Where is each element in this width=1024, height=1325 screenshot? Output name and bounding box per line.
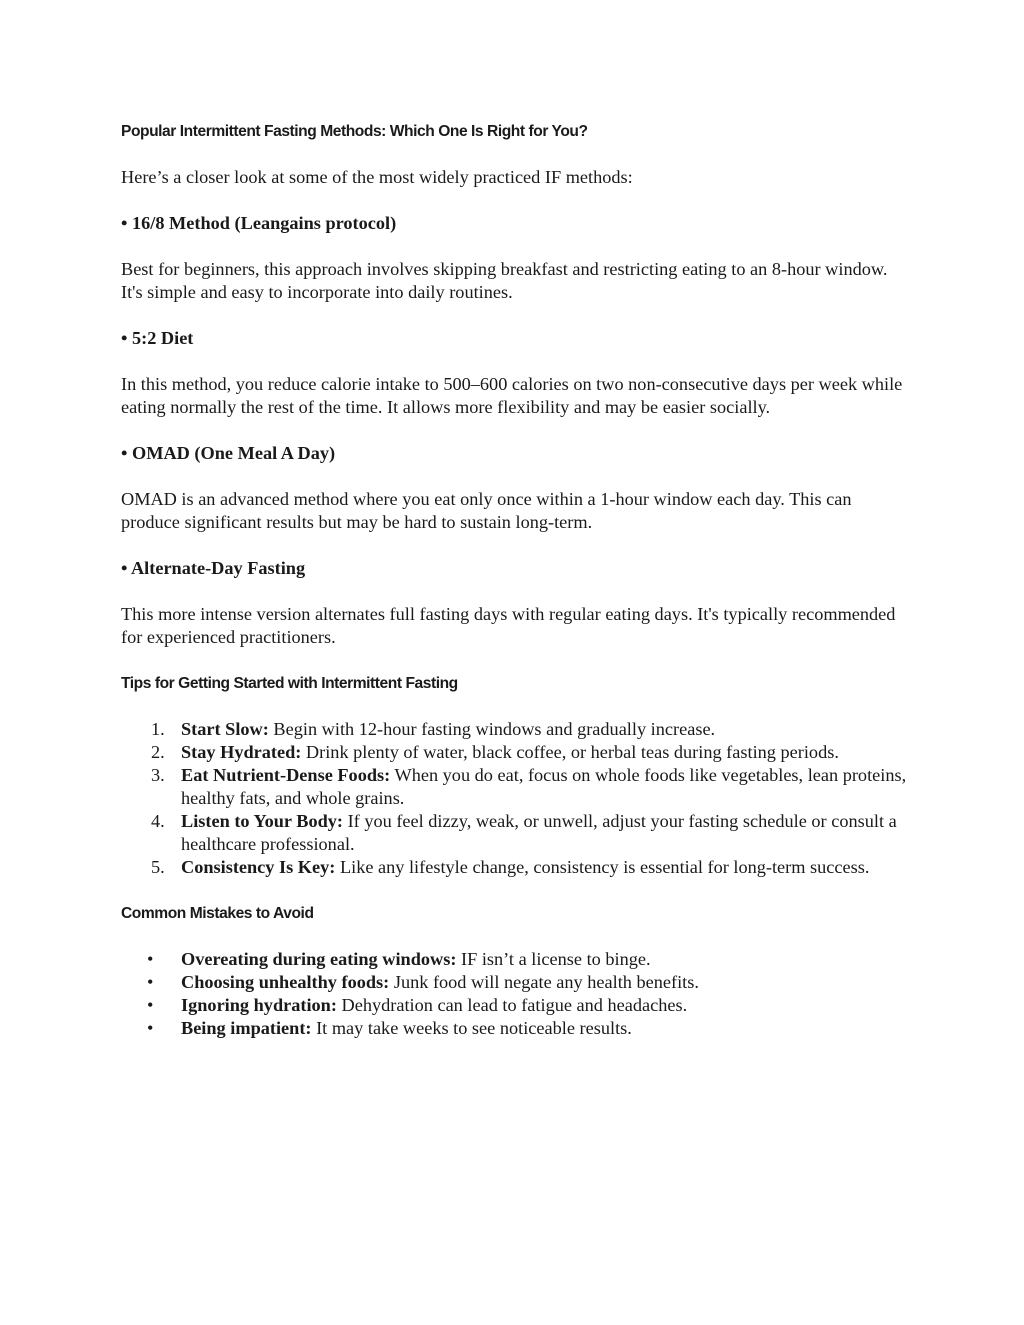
list-item	[121, 994, 911, 1017]
method-body: In this method, you reduce calorie intake to 500–600 calories on two non-consecutive days per week while eating normally the rest of the time. It allows more flexibility and may be easier socially.	[121, 374, 903, 417]
list-item	[121, 764, 911, 810]
list-item	[121, 971, 911, 994]
method-heading: • 5:2 Diet	[121, 328, 194, 348]
intro-paragraph: Here’s a closer look at some of the most widely practiced IF methods:	[121, 167, 633, 187]
tip-term: Stay Hydrated:	[181, 742, 302, 762]
tip-term: Consistency Is Key:	[181, 857, 336, 877]
method-body: Best for beginners, this approach involves skipping breakfast and restricting eating to an 8-hour window. It's simple and easy to incorporate into daily routines.	[121, 259, 888, 302]
bullet-icon: •	[147, 995, 154, 1015]
list-number: 4.	[151, 811, 165, 831]
method-heading: • 16/8 Method (Leangains protocol)	[121, 213, 397, 233]
method-body: This more intense version alternates full fasting days with regular eating days. It's typically recommended for experienced practitioners.	[121, 604, 896, 647]
list-item	[121, 741, 911, 764]
mistake-term: Overeating during eating windows:	[181, 949, 457, 969]
document-page	[121, 120, 911, 1040]
method-16-8	[121, 212, 911, 327]
list-item	[121, 856, 911, 879]
method-heading: • OMAD (One Meal A Day)	[121, 443, 336, 463]
tip-term: Start Slow:	[181, 719, 269, 739]
list-number: 1.	[151, 719, 165, 739]
mistakes-heading: Common Mistakes to Avoid	[121, 905, 314, 922]
tip-term: Eat Nutrient-Dense Foods:	[181, 765, 391, 785]
mistake-text: Dehydration can lead to fatigue and headaches.	[336, 995, 688, 1015]
method-omad	[121, 442, 911, 557]
mistake-term: Choosing unhealthy foods:	[181, 972, 390, 992]
list-item	[121, 948, 911, 971]
tip-term: Listen to Your Body:	[181, 811, 344, 831]
bullet-icon: •	[147, 949, 154, 969]
mistake-term: Ignoring hydration:	[181, 995, 337, 1015]
method-5-2	[121, 327, 911, 442]
method-heading: • Alternate-Day Fasting	[121, 558, 306, 578]
list-item	[121, 718, 911, 741]
mistake-term: Being impatient:	[181, 1018, 312, 1038]
bullet-icon: •	[147, 972, 154, 992]
mistakes-list	[121, 948, 911, 1040]
tip-text: Begin with 12-hour fasting windows and gradually increase.	[268, 719, 716, 739]
mistake-text: It may take weeks to see noticeable results.	[311, 1018, 632, 1038]
tip-text: If you feel dizzy, weak, or unwell, adjust your fasting schedule or consult a healthcare professional.	[181, 811, 897, 854]
tip-text: Drink plenty of water, black coffee, or herbal teas during fasting periods.	[301, 742, 839, 762]
tips-heading: Tips for Getting Started with Intermittent Fasting	[121, 675, 458, 692]
list-number: 3.	[151, 765, 165, 785]
mistake-text: Junk food will negate any health benefits.	[389, 972, 699, 992]
method-body: OMAD is an advanced method where you eat only once within a 1-hour window each day. This can produce significant results but may be hard to sustain long-term.	[121, 489, 852, 532]
list-item	[121, 1017, 911, 1040]
tips-list	[121, 718, 911, 879]
tip-text: Like any lifestyle change, consistency is essential for long-term success.	[335, 857, 870, 877]
method-alternate-day	[121, 557, 911, 672]
mistake-text: IF isn’t a license to binge.	[456, 949, 651, 969]
document-title: Popular Intermittent Fasting Methods: Which One Is Right for You?	[121, 123, 588, 140]
tip-text: When you do eat, focus on whole foods like vegetables, lean proteins, healthy fats, and whole grains.	[181, 765, 907, 808]
list-number: 5.	[151, 857, 165, 877]
list-item	[121, 810, 911, 856]
bullet-icon: •	[147, 1018, 154, 1038]
list-number: 2.	[151, 742, 165, 762]
